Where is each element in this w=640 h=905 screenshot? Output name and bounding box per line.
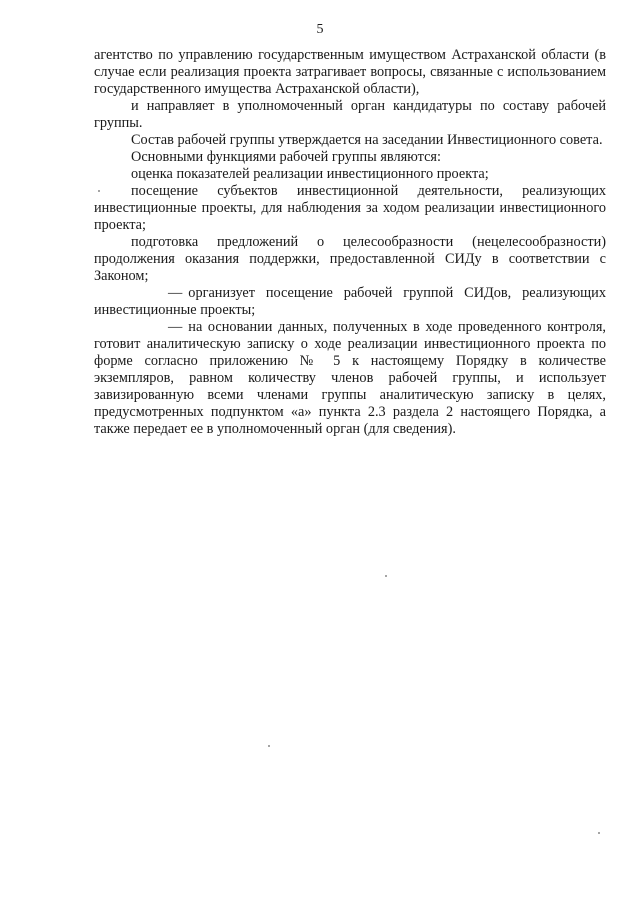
scan-speck — [268, 745, 270, 747]
paragraph: и направляет в уполномоченный орган кандидатуры по составу рабочей группы. — [94, 98, 606, 131]
document-body — [94, 47, 606, 438]
scan-speck — [598, 832, 600, 834]
dash-list-item — [94, 285, 606, 319]
dash-list-item-text: организует посещение рабочей группой СИДов, реализующих инвестиционные проекты; — [94, 285, 606, 318]
dash-marker: — — [168, 285, 183, 301]
paragraph: Состав рабочей группы утверждается на заседании Инвестиционного совета. — [131, 132, 603, 148]
page-number: 5 — [316, 22, 324, 37]
dash-marker: — — [168, 319, 183, 335]
paragraph: посещение субъектов инвестиционной деятельности, реализующих инвестиционные проекты, для наблюдения за ходом реализации инвестиционного проекта; — [94, 183, 606, 233]
paragraph: подготовка предложений о целесообразности (нецелесообразности) продолжения оказания поддержки, предоставленной СИДу в соответствии с Законом; — [94, 234, 606, 284]
dash-list-item — [94, 319, 606, 438]
scan-speck — [98, 190, 100, 192]
scan-speck — [385, 575, 387, 577]
paragraph: агентство по управлению государственным имуществом Астраханской области (в случае если реализация проекта затрагивает вопросы, связанные с использованием государственного имущества Астраханской области), — [94, 47, 606, 97]
dash-list-item-text: на основании данных, полученных в ходе проведенного контроля, готовит аналитическую записку о ходе реализации инвестиционного проекта по форме согласно приложению № 5 к настоящему Порядку в количестве экземпляров, равном количеству членов рабочей группы, и использует завизированную всеми членами группы аналитическую записку в целях, предусмотренных подпунктом «а» пункта 2.3 раздела 2 настоящего Порядка, а также передает ее в уполномоченный орган (для сведения). — [94, 319, 606, 437]
paragraph: оценка показателей реализации инвестиционного проекта; — [131, 166, 489, 182]
paragraph: Основными функциями рабочей группы являются: — [131, 149, 441, 165]
